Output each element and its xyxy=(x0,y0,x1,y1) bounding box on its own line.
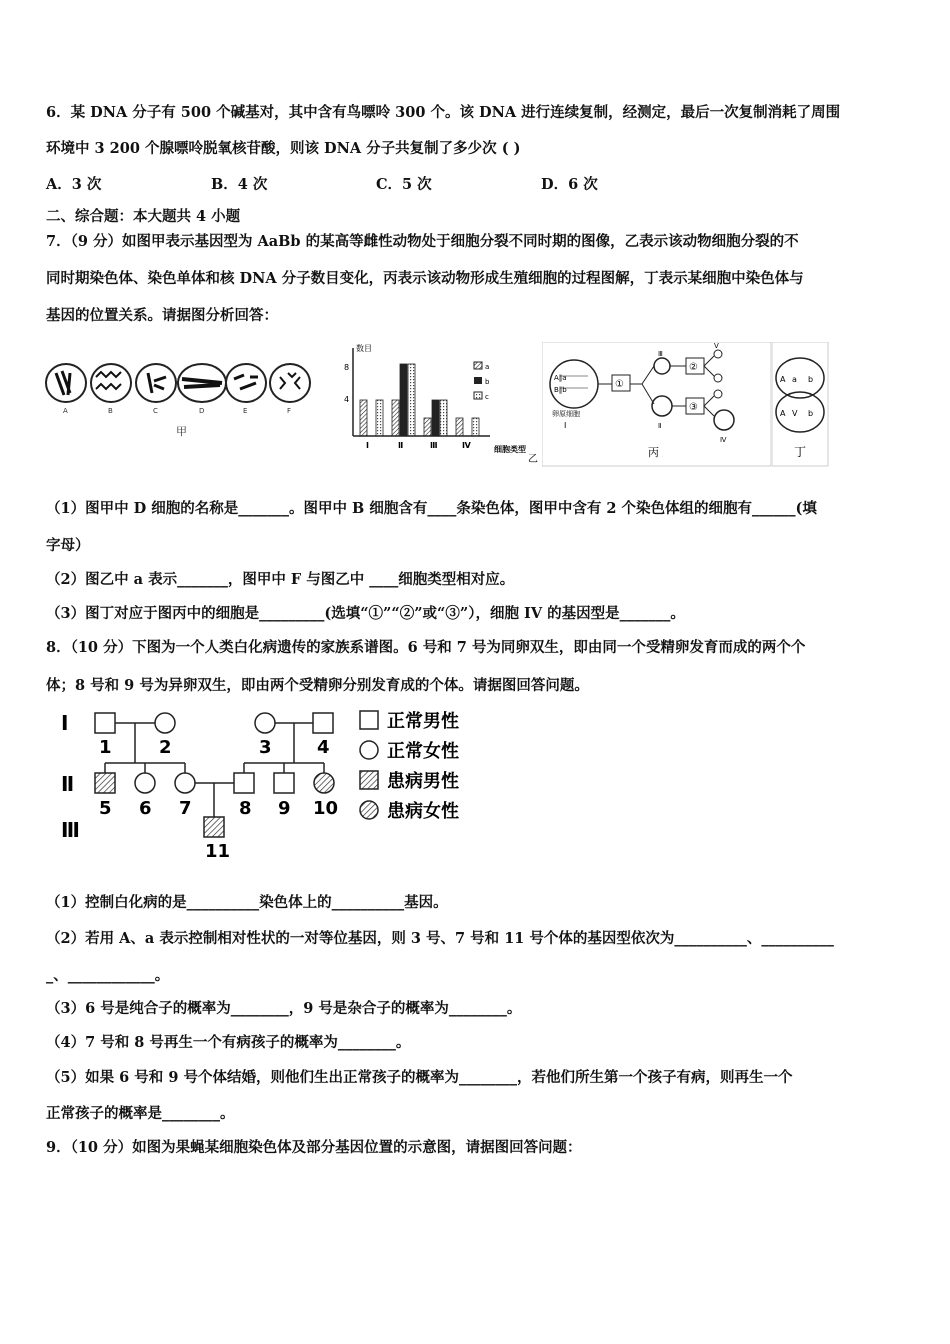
q8-sub1: （1）控制白化病的是__________染色体上的__________基因。 xyxy=(46,894,448,911)
oogonium-label: 卵原细胞 xyxy=(552,410,580,418)
number-9: 9 xyxy=(278,798,291,819)
oogonium-cell xyxy=(550,360,598,408)
legend-swatch-c xyxy=(474,392,482,399)
figure-yi-label: 乙 xyxy=(528,454,538,465)
bar-b-2 xyxy=(400,364,407,436)
q7-sub1-line1: （1）图甲中 D 细胞的名称是_______。图甲中 B 细胞含有____条染色体，图甲中含有 2 个染色体组的细胞有______(填 xyxy=(46,500,817,517)
number-5: 5 xyxy=(99,798,112,819)
svg-text:b: b xyxy=(808,409,814,418)
q9-stem-line1: 9．（10 分）如图为果蝇某细胞染色体及部分基因位置的示意图，请据图回答问题： xyxy=(46,1139,582,1156)
number-3: 3 xyxy=(259,737,272,758)
individual-6 xyxy=(135,773,155,793)
individual-7 xyxy=(175,773,195,793)
q8-sub5-line1: （5）如果 6 号和 9 号个体结婚，则他们生出正常孩子的概率为________，若他们所生第一个孩子有病，则再生一个 xyxy=(46,1069,793,1086)
individual-9 xyxy=(274,773,294,793)
legend-normal-male xyxy=(360,711,378,729)
bar-b-3 xyxy=(432,400,439,436)
q7-stem-line2: 同时期染色体、染色单体和核 DNA 分子数目变化，丙表示该动物形成生殖细胞的过程图解，丁表示某细胞中染色体与 xyxy=(46,270,804,287)
legend-swatch-a xyxy=(474,362,482,369)
q8-sub4: （4）7 号和 8 号再生一个有病孩子的概率为________。 xyxy=(46,1034,411,1051)
cell-d xyxy=(178,364,226,402)
figure-jia-label: 甲 xyxy=(176,425,187,438)
cell-label-c: C xyxy=(153,407,158,415)
number-11: 11 xyxy=(205,841,231,862)
number-8: 8 xyxy=(239,798,252,819)
numeral-ii: Ⅱ xyxy=(658,422,662,430)
svg-text:B‖b: B‖b xyxy=(554,386,567,394)
legend-label-b: b xyxy=(485,378,490,386)
svg-text:a: a xyxy=(792,375,797,384)
individual-8 xyxy=(234,773,254,793)
cell-a xyxy=(46,364,86,402)
svg-text:A: A xyxy=(780,409,786,418)
cell-label-d: D xyxy=(199,407,205,415)
legend-text-affected-female: 患病女性 xyxy=(387,801,459,822)
q7-stem-line3: 基因的位置关系。请据图分析回答： xyxy=(46,307,278,324)
legend-affected-female xyxy=(360,801,378,819)
bar-a-2 xyxy=(392,400,399,436)
y-tick-4: 4 xyxy=(344,395,350,404)
numeral-v: Ⅴ xyxy=(714,342,719,350)
x-tick-4: Ⅳ xyxy=(462,441,471,450)
legend-affected-male xyxy=(360,771,378,789)
q6-stem-line1: 6．某 DNA 分子有 500 个碱基对，其中含有鸟嘌呤 300 个。该 DNA 进行连续复制，经测定，最后一次复制消耗了周围 xyxy=(46,104,841,121)
legend-text-normal-female: 正常女性 xyxy=(387,741,459,762)
generation-ii: Ⅱ xyxy=(61,772,75,796)
individual-3 xyxy=(255,713,275,733)
x-tick-1: Ⅰ xyxy=(366,441,369,450)
q8-sub3: （3）6 号是纯合子的概率为________，9 号是杂合子的概率为________。 xyxy=(46,1000,522,1017)
individual-4 xyxy=(313,713,333,733)
number-1: 1 xyxy=(99,737,112,758)
q7-sub1-line2: 字母） xyxy=(46,537,90,554)
cell-label-e: E xyxy=(243,407,248,415)
x-tick-3: Ⅲ xyxy=(430,441,438,450)
individual-11 xyxy=(204,817,224,837)
bar-c-1 xyxy=(376,400,383,436)
q7-sub3: （3）图丁对应于图丙中的细胞是_________(选填“①”“②”或“③”），细胞 IV 的基因型是_______。 xyxy=(46,605,685,622)
legend-label-a: a xyxy=(485,363,490,371)
number-2: 2 xyxy=(159,737,172,758)
numeral-iv: Ⅳ xyxy=(720,436,727,444)
numeral-i: Ⅰ xyxy=(564,421,567,430)
x-axis-label: 细胞类型 xyxy=(494,445,526,454)
q6-stem-line2: 环境中 3 200 个腺嘌呤脱氧核苷酸，则该 DNA 分子共复制了多少次 ( ) xyxy=(46,140,521,157)
q6-option-b: B．4 次 xyxy=(211,176,268,193)
x-tick-2: Ⅱ xyxy=(398,441,404,450)
bar-c-4 xyxy=(472,418,479,436)
number-6: 6 xyxy=(139,798,152,819)
cell-f xyxy=(270,364,310,402)
figure-ding-label: 丁 xyxy=(794,445,807,459)
y-axis-label: 数目 xyxy=(356,344,372,353)
legend xyxy=(474,362,490,401)
generation-i: Ⅰ xyxy=(61,711,69,735)
q8-sub2-line1: （2）若用 A、a 表示控制相对性状的一对等位基因，则 3 号、7 号和 11 号个体的基因型依次为__________、__________ xyxy=(46,930,834,947)
figure-jia xyxy=(44,355,314,440)
bar-a-3 xyxy=(424,418,431,436)
q7-sub2: （2）图乙中 a 表示_______，图甲中 F 与图乙中 ____细胞类型相对应。 xyxy=(46,571,515,588)
q8-stem-line1: 8．（10 分）下图为一个人类白化病遗传的家族系谱图。6 号和 7 号为同卵双生，即由同一个受精卵发育而成的两个个 xyxy=(46,639,806,656)
cell-label-f: F xyxy=(287,407,292,415)
y-tick-8: 8 xyxy=(344,363,350,372)
figure-yi-chart xyxy=(338,340,538,465)
bar-a-1 xyxy=(360,400,367,436)
figure-bing-label: 丙 xyxy=(648,446,659,459)
numeral-iii: Ⅲ xyxy=(658,350,663,358)
svg-text:b: b xyxy=(808,375,814,384)
cell-b xyxy=(91,364,131,402)
bar-c-3 xyxy=(440,400,447,436)
svg-text:A: A xyxy=(780,375,786,384)
individual-5 xyxy=(95,773,115,793)
legend-text-affected-male: 患病男性 xyxy=(387,771,459,792)
q8-stem-line2: 体；8 号和 9 号为异卵双生，即由两个受精卵分别发育成的个体。请据图回答问题。 xyxy=(46,677,589,694)
q6-option-c: C．5 次 xyxy=(376,176,432,193)
legend-swatch-b xyxy=(474,377,482,384)
cell-label-b: B xyxy=(108,407,113,415)
individual-1 xyxy=(95,713,115,733)
q6-option-a: A．3 次 xyxy=(46,176,102,193)
step-2: ② xyxy=(689,362,698,373)
number-4: 4 xyxy=(317,737,330,758)
individual-10 xyxy=(314,773,334,793)
individual-2 xyxy=(155,713,175,733)
figure-bing xyxy=(542,342,772,467)
svg-text:V: V xyxy=(792,409,798,418)
q8-sub5-line2: 正常孩子的概率是________。 xyxy=(46,1105,235,1122)
step-3: ③ xyxy=(689,402,698,413)
cell-e xyxy=(226,364,266,402)
q7-stem-line1: 7．（9 分）如图甲表示基因型为 AaBb 的某高等雌性动物处于细胞分裂不同时期的图像，乙表示该动物细胞分裂的不 xyxy=(46,233,799,250)
cell-label-a: A xyxy=(63,407,68,415)
legend-normal-female xyxy=(360,741,378,759)
q6-option-d: D．6 次 xyxy=(541,176,598,193)
legend-label-c: c xyxy=(485,393,489,401)
svg-text:A‖a: A‖a xyxy=(554,374,567,382)
number-10: 10 xyxy=(313,798,339,819)
bar-a-4 xyxy=(456,418,463,436)
cell-c xyxy=(136,364,176,402)
figure-ding xyxy=(772,342,832,467)
section-heading: 二、综合题：本大题共 4 小题 xyxy=(46,208,241,225)
step-1: ① xyxy=(615,379,624,390)
q8-sub2-line2: _、____________。 xyxy=(46,967,170,984)
pedigree-chart xyxy=(55,705,475,865)
bar-c-2 xyxy=(408,364,415,436)
generation-iii: Ⅲ xyxy=(61,818,80,842)
number-7: 7 xyxy=(179,798,192,819)
legend-text-normal-male: 正常男性 xyxy=(387,711,459,732)
